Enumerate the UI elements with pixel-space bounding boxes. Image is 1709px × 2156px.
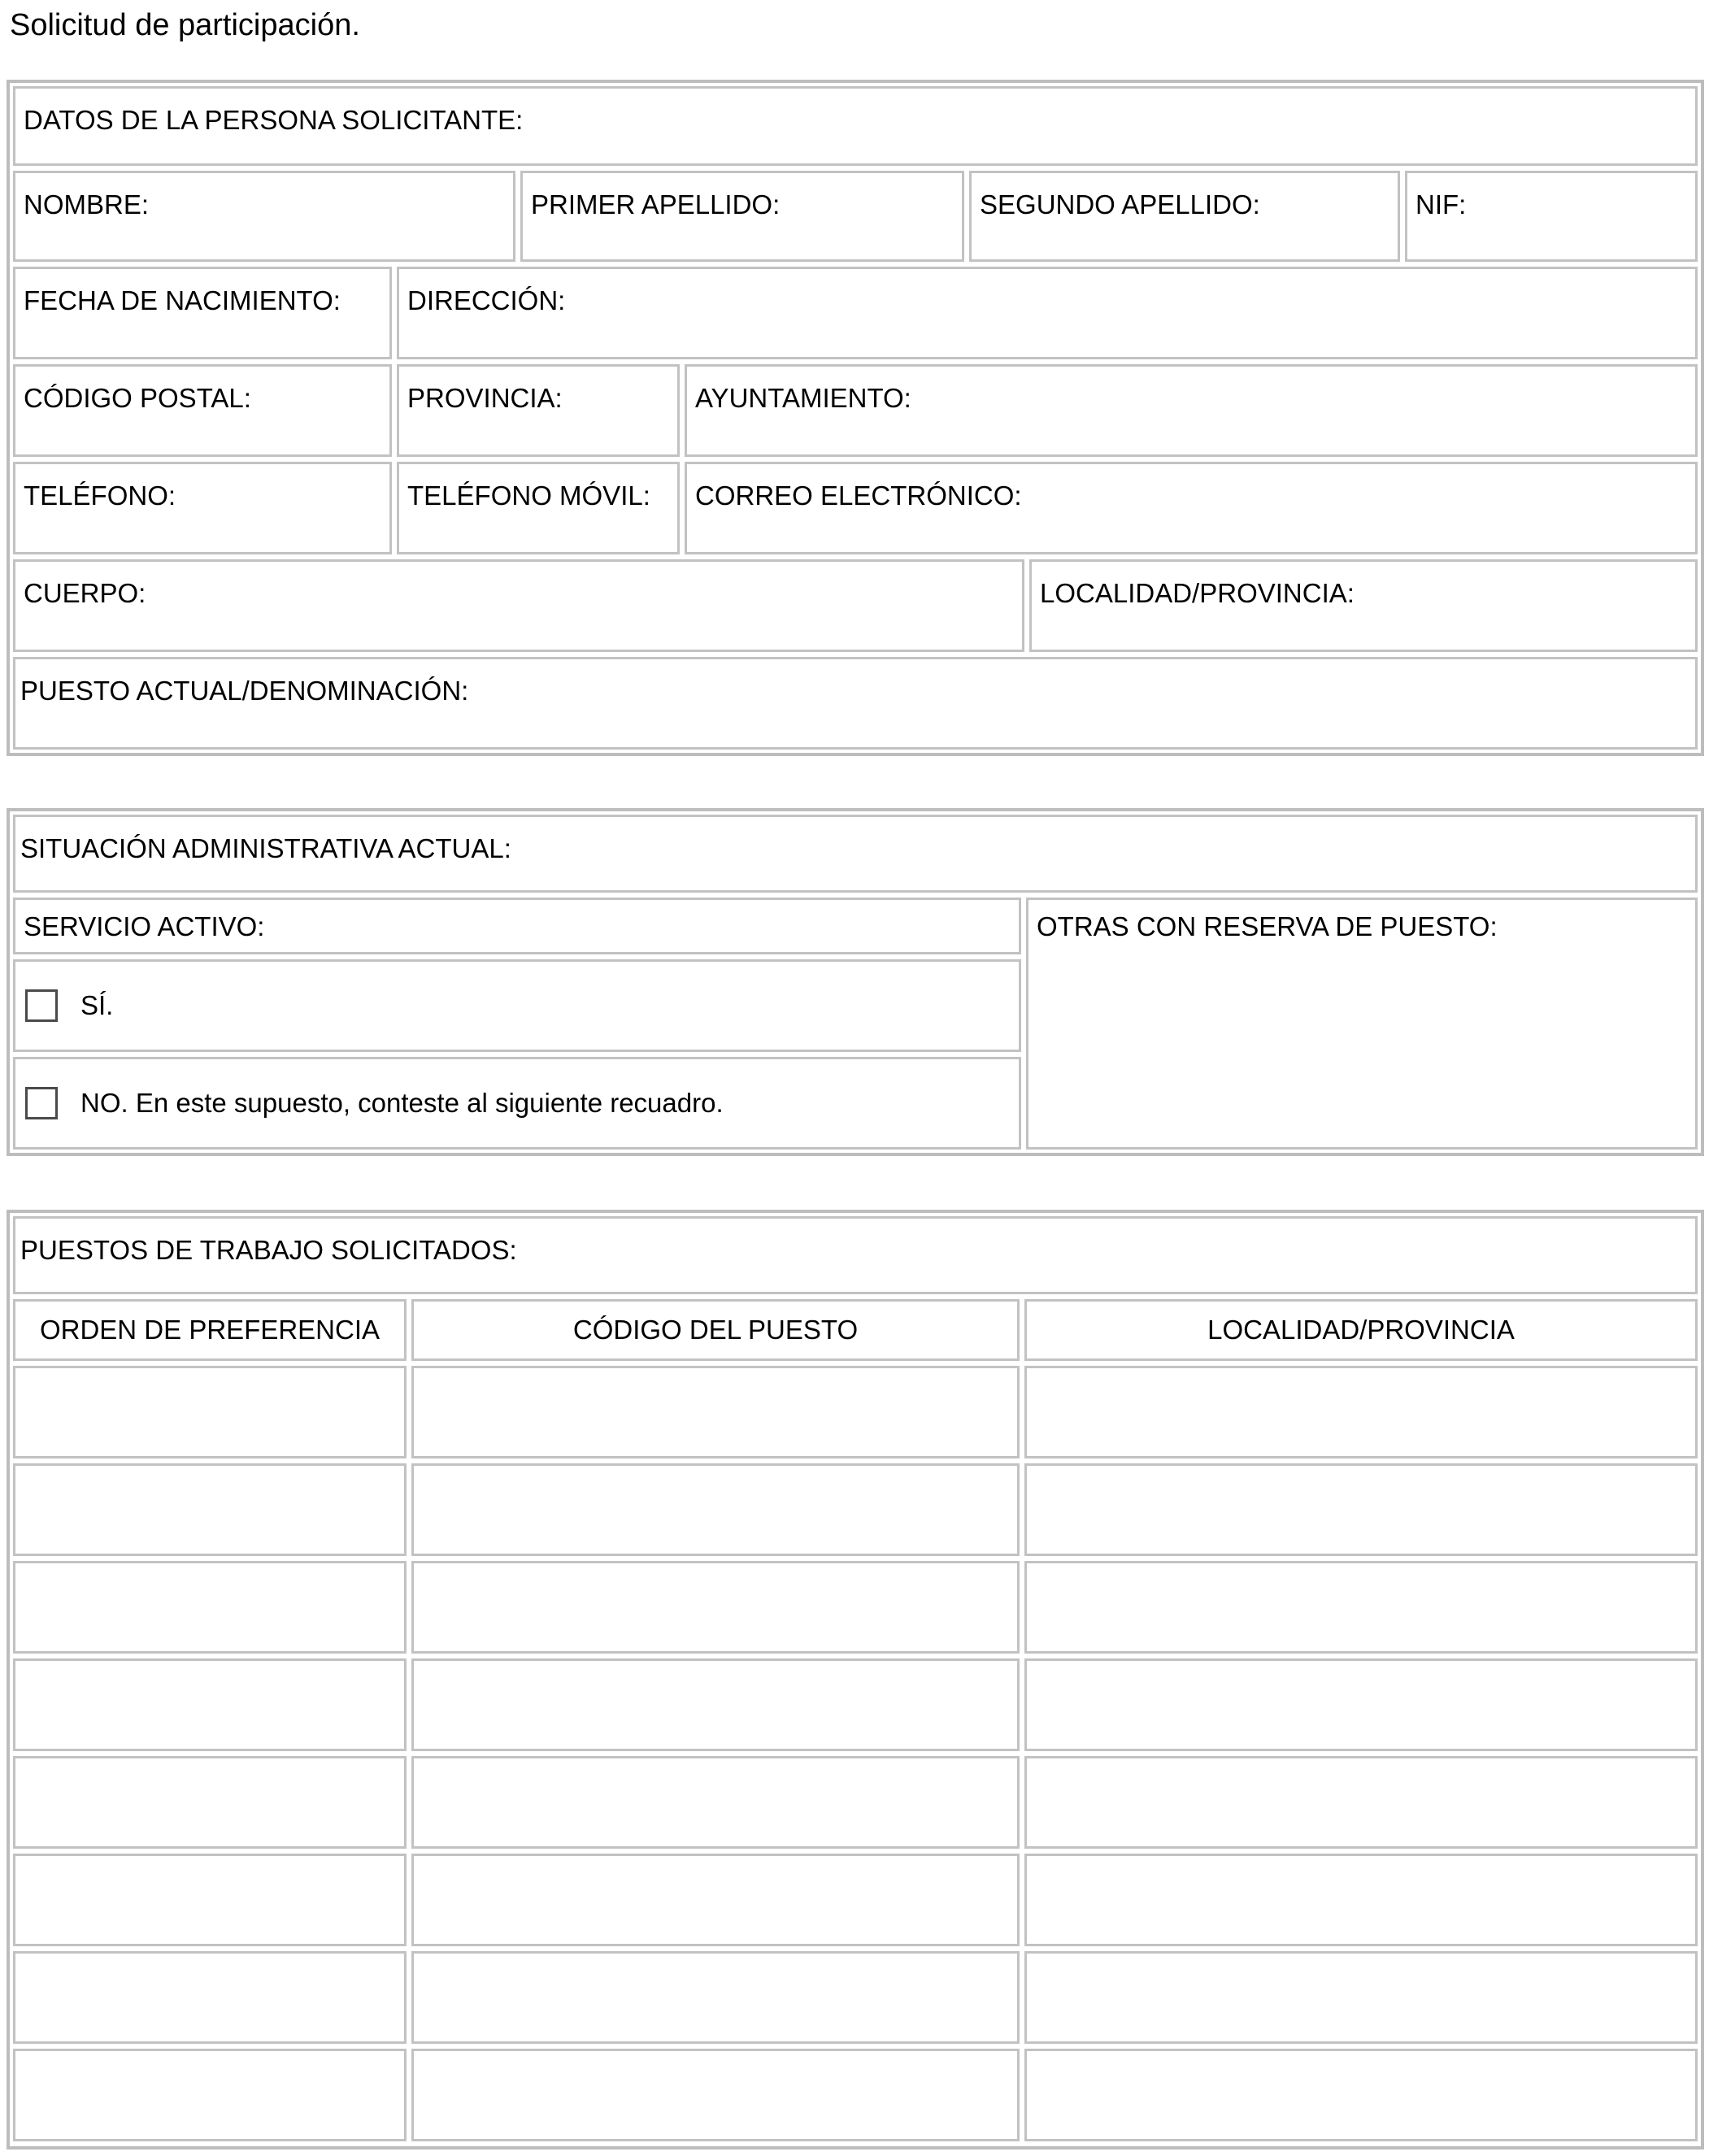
direccion-label: DIRECCIÓN: [407, 285, 566, 315]
position-row-3-orden-cell[interactable] [13, 1561, 407, 1654]
ayuntamiento-field[interactable] [685, 364, 1698, 457]
applicant-header [13, 86, 1698, 166]
position-row-4-codigo-cell[interactable] [411, 1658, 1020, 1751]
cuerpo-field[interactable] [13, 559, 1024, 652]
position-row-5-orden-cell[interactable] [13, 1756, 407, 1849]
position-row-2-orden-cell[interactable] [13, 1463, 407, 1556]
fecha-nacimiento-field[interactable] [13, 267, 392, 359]
direccion-field[interactable] [397, 267, 1698, 359]
puesto-actual-field[interactable] [13, 657, 1698, 750]
servicio-activo-label: SERVICIO ACTIVO: [24, 911, 265, 941]
servicio-activo-cell [13, 898, 1021, 954]
situation-header [13, 815, 1698, 893]
telefono-movil-label: TELÉFONO MÓVIL: [407, 480, 650, 511]
positions-header-label: PUESTOS DE TRABAJO SOLICITADOS: [20, 1235, 517, 1265]
applicant-header-label: DATOS DE LA PERSONA SOLICITANTE: [24, 105, 524, 135]
telefono-movil-field[interactable] [397, 462, 680, 554]
codigo-postal-label: CÓDIGO POSTAL: [24, 383, 251, 413]
puesto-actual-label: PUESTO ACTUAL/DENOMINACIÓN: [20, 676, 469, 706]
position-row-8-localidad-cell[interactable] [1024, 2049, 1698, 2141]
position-row-5-localidad-cell[interactable] [1024, 1756, 1698, 1849]
position-row-7-localidad-cell[interactable] [1024, 1951, 1698, 2044]
position-row-1-orden-cell[interactable] [13, 1366, 407, 1458]
col-header-codigo [411, 1299, 1020, 1361]
segundo-apellido-field[interactable] [969, 171, 1400, 262]
fecha-nacimiento-label: FECHA DE NACIMIENTO: [24, 285, 341, 315]
position-row-7-codigo-cell[interactable] [411, 1951, 1020, 2044]
position-row-7-orden-cell[interactable] [13, 1951, 407, 2044]
position-row-3-localidad-cell[interactable] [1024, 1561, 1698, 1654]
telefono-label: TELÉFONO: [24, 480, 176, 511]
position-row-6-codigo-cell[interactable] [411, 1854, 1020, 1946]
col-header-orden [13, 1299, 407, 1361]
segundo-apellido-label: SEGUNDO APELLIDO: [980, 189, 1260, 220]
positions-header [13, 1216, 1698, 1294]
ayuntamiento-label: AYUNTAMIENTO: [695, 383, 911, 413]
option-yes-label: SÍ. [80, 990, 114, 1020]
nombre-field[interactable] [13, 171, 515, 262]
primer-apellido-field[interactable] [520, 171, 964, 262]
position-row-8-orden-cell[interactable] [13, 2049, 407, 2141]
position-row-8-codigo-cell[interactable] [411, 2049, 1020, 2141]
localidad-provincia-label: LOCALIDAD/PROVINCIA: [1040, 578, 1355, 608]
primer-apellido-label: PRIMER APELLIDO: [531, 189, 781, 220]
otras-reserva-field[interactable] [1026, 898, 1698, 1150]
position-row-4-orden-cell[interactable] [13, 1658, 407, 1751]
option-no-label: NO. En este supuesto, conteste al siguiente recuadro. [80, 1088, 724, 1118]
otras-reserva-label: OTRAS CON RESERVA DE PUESTO: [1037, 911, 1498, 941]
position-row-1-localidad-cell[interactable] [1024, 1366, 1698, 1458]
page-title: Solicitud de participación. [10, 8, 360, 42]
position-row-2-localidad-cell[interactable] [1024, 1463, 1698, 1556]
col-header-localidad [1024, 1299, 1698, 1361]
correo-field[interactable] [685, 462, 1698, 554]
cuerpo-label: CUERPO: [24, 578, 146, 608]
nif-label: NIF: [1415, 189, 1467, 220]
situation-header-label: SITUACIÓN ADMINISTRATIVA ACTUAL: [20, 833, 511, 863]
col-header-codigo-label: CÓDIGO DEL PUESTO [572, 1315, 859, 1345]
localidad-provincia-field[interactable] [1029, 559, 1698, 652]
correo-label: CORREO ELECTRÓNICO: [695, 480, 1022, 511]
position-row-2-codigo-cell[interactable] [411, 1463, 1020, 1556]
position-row-3-codigo-cell[interactable] [411, 1561, 1020, 1654]
nombre-label: NOMBRE: [24, 189, 150, 220]
option-yes-row[interactable] [13, 959, 1021, 1052]
nif-field[interactable] [1405, 171, 1698, 262]
col-header-orden-label: ORDEN DE PREFERENCIA [39, 1315, 381, 1345]
telefono-field[interactable] [13, 462, 392, 554]
position-row-6-orden-cell[interactable] [13, 1854, 407, 1946]
col-header-localidad-label: LOCALIDAD/PROVINCIA [1207, 1315, 1515, 1345]
provincia-label: PROVINCIA: [407, 383, 563, 413]
checkbox-yes-icon[interactable] [25, 989, 58, 1022]
position-row-4-localidad-cell[interactable] [1024, 1658, 1698, 1751]
provincia-field[interactable] [397, 364, 680, 457]
position-row-1-codigo-cell[interactable] [411, 1366, 1020, 1458]
position-row-6-localidad-cell[interactable] [1024, 1854, 1698, 1946]
checkbox-no-icon[interactable] [25, 1087, 58, 1119]
position-row-5-codigo-cell[interactable] [411, 1756, 1020, 1849]
option-no-row[interactable] [13, 1057, 1021, 1150]
codigo-postal-field[interactable] [13, 364, 392, 457]
